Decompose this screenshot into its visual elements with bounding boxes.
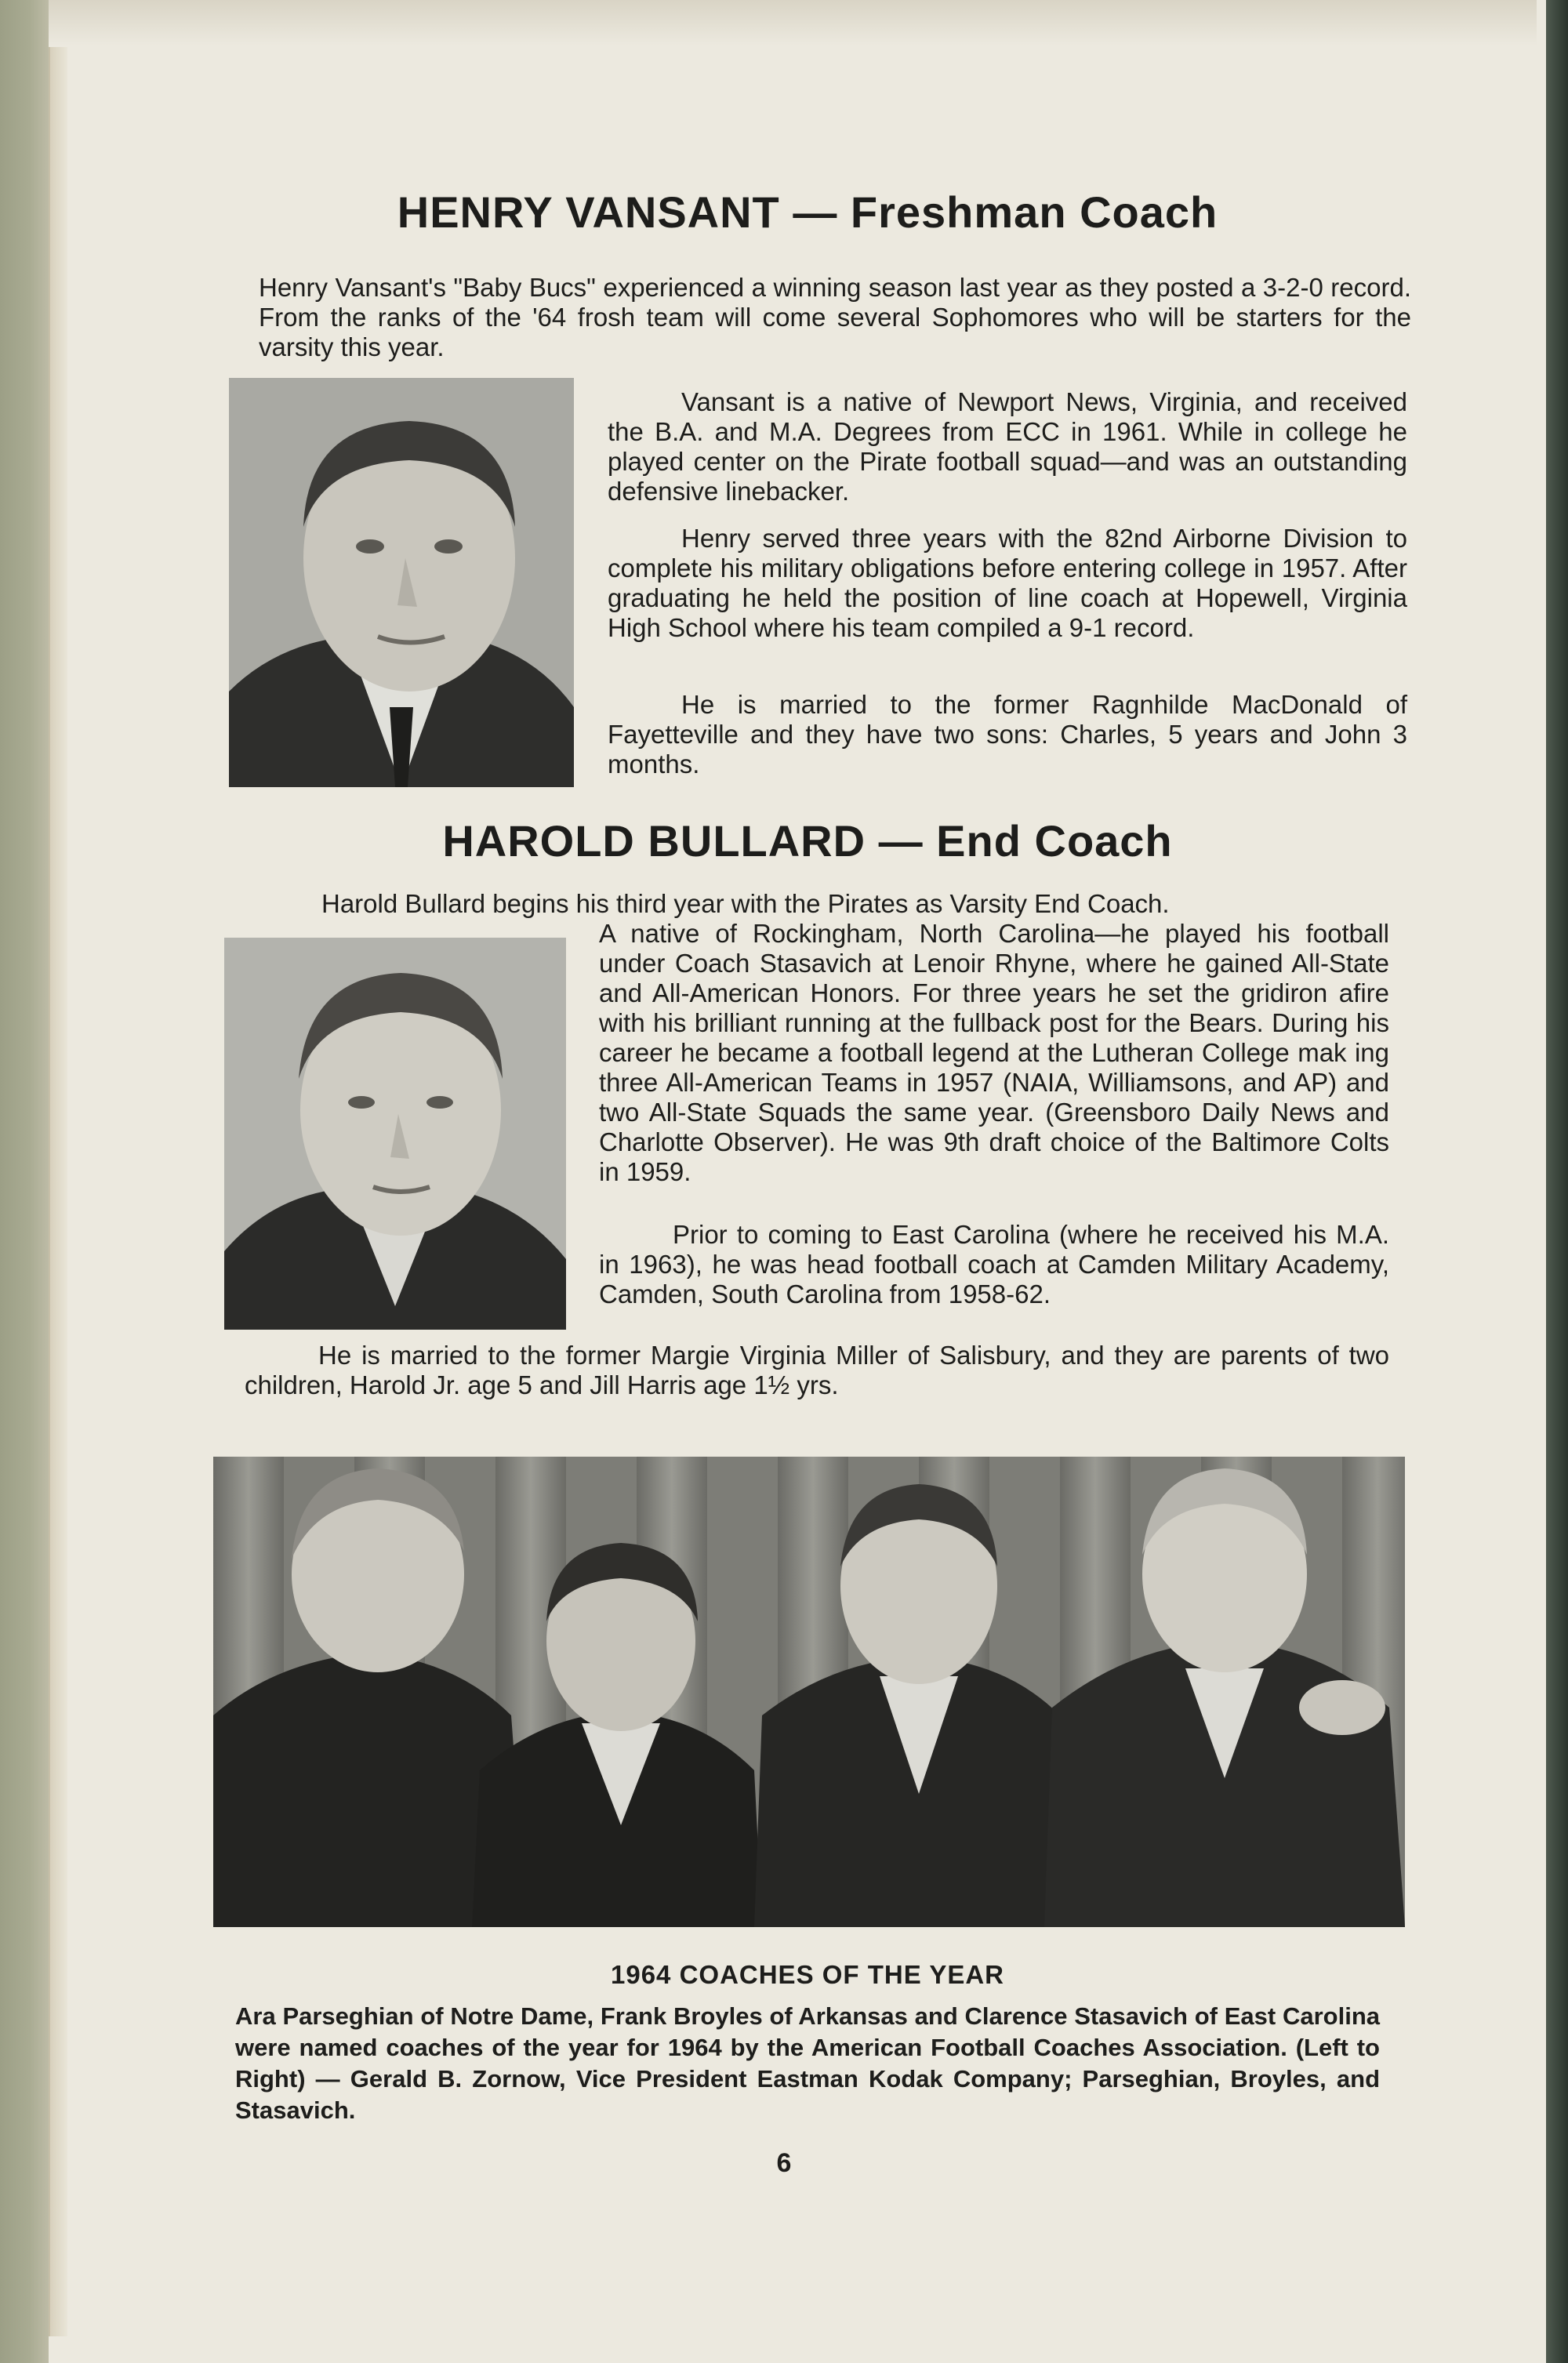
bullard-portrait — [224, 938, 566, 1330]
vansant-intro: Henry Vansant's "Baby Bucs" experienced a winning season last year as they posted a 3-2-0 record. From the ranks of the '64 frosh team will come several Sophomores who will be starters for the varsity this year. — [259, 273, 1411, 361]
bullard-paragraph-2: Prior to coming to East Carolina (where he received his M.A. in 1963), he was head football coach at Camden Military Academy, Camden, South Carolina from 1958-62. — [599, 1220, 1389, 1309]
vansant-paragraph-2: Henry served three years with the 82nd Airborne Division to complete his military obligations before entering college in 1957. After graduating he held the position of line coach at Hopewell, Virginia High School where his team compiled a 9-1 record. — [608, 524, 1407, 642]
coaches-group-photo-image — [213, 1457, 1405, 1927]
vansant-portrait-image — [229, 378, 574, 787]
bullard-portrait-image — [224, 938, 566, 1330]
bullard-paragraph-3: He is married to the former Margie Virginia Miller of Salisbury, and they are parents of two children, Harold Jr. age 5 and Jill Harris age 1½ yrs. — [245, 1341, 1389, 1399]
vansant-paragraph-3: He is married to the former Ragnhilde MacDonald of Fayetteville and they have two sons: Charles, 5 years and John 3 months. — [608, 690, 1407, 779]
photo-caption-title: 1964 COACHES OF THE YEAR — [610, 1960, 1005, 1989]
vansant-portrait — [229, 378, 574, 787]
coaches-group-photo — [213, 1457, 1405, 1927]
back-cover-edge — [1546, 0, 1568, 2363]
bullard-paragraph-1: A native of Rockingham, North Carolina—he played his football under Coach Stasavich at Lenoir Rhyne, where he gained All-State and All-American Honors. For three years he set the gridiron afire with his brilliant running at the fullback post for the Bears. During his career he became a football legend at the Lutheran College mak ing three All-American Teams in 1957 (NAIA, Williamsons, and AP) and two All-State Squads the same year. (Greensboro Daily News and Charlotte Observer). He was 9th draft choice of the Baltimore Colts in 1959. — [599, 919, 1389, 1186]
bullard-heading: HAROLD BULLARD — End Coach — [442, 816, 1173, 866]
top-shadow — [49, 0, 1537, 45]
vansant-heading: HENRY VANSANT — Freshman Coach — [397, 187, 1218, 237]
page-number: 6 — [776, 2148, 792, 2178]
binding-strip — [0, 0, 49, 2363]
photo-caption-text: Ara Parseghian of Notre Dame, Frank Broyles of Arkansas and Clarence Stasavich of East Carolina were named coaches of the year for 1964 by the American Football Coaches Association. (Left to Right) — Gerald B. Zornow, Vice President Eastman Kodak Company; Parseghian, Broyles, and Stasavich. — [235, 2002, 1380, 2124]
bullard-intro: Harold Bullard begins his third year with the Pirates as Varsity End Coach. — [321, 889, 1170, 918]
page-edge — [49, 47, 67, 2336]
vansant-paragraph-1: Vansant is a native of Newport News, Virginia, and received the B.A. and M.A. Degrees from ECC in 1961. While in college he played center on the Pirate football squad—and was an outstanding defensive linebacker. — [608, 387, 1407, 506]
